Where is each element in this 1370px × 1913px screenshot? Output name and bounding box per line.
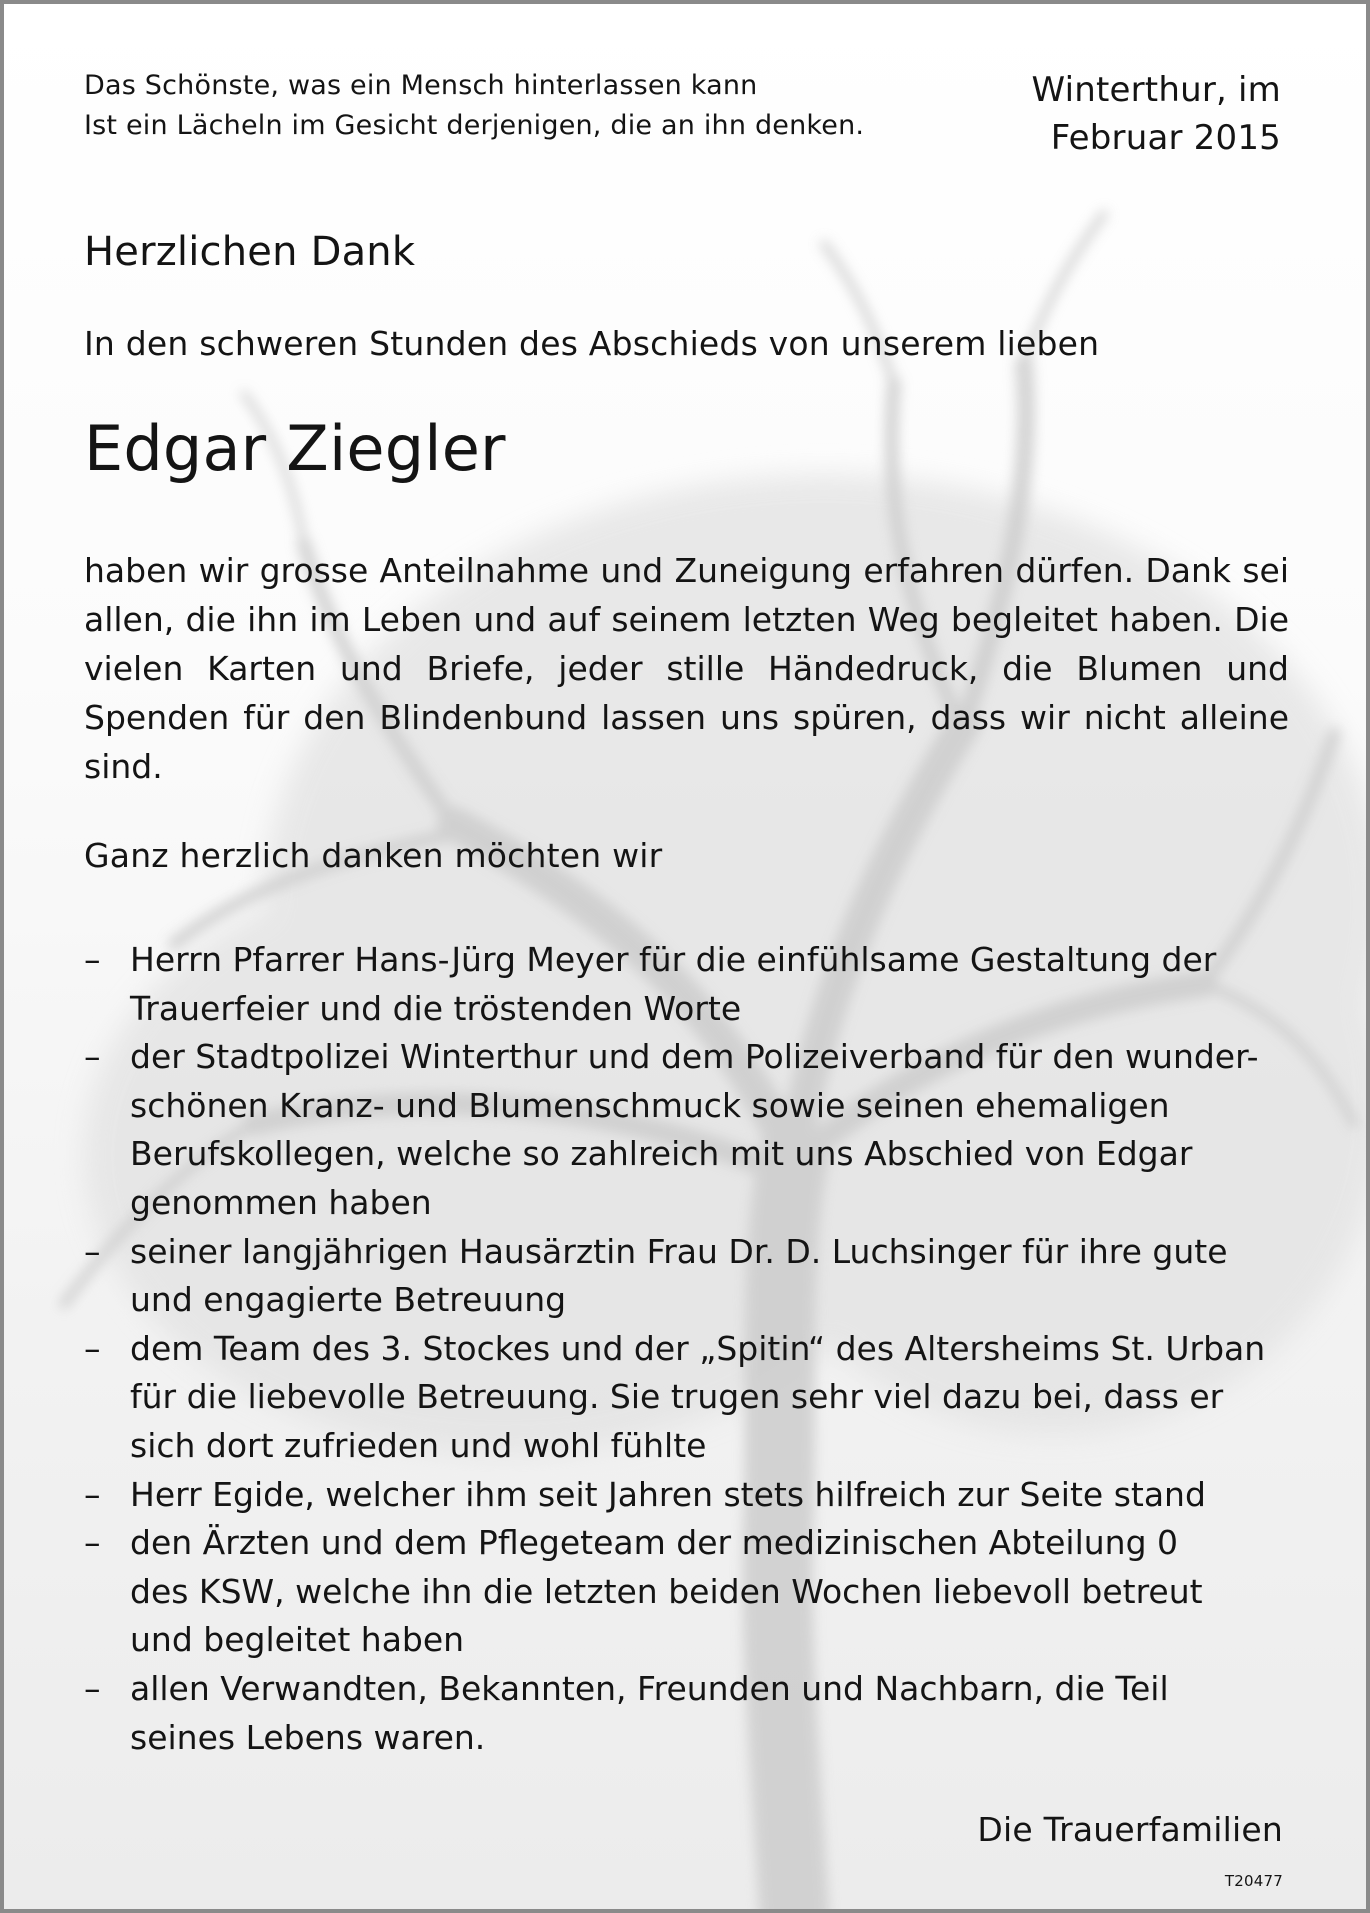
list-item-line: Herr Egide, welcher ihm seit Jahren stets hilfreich zur Seite stand [130, 1474, 1206, 1514]
list-lead: Ganz herzlich danken möchten wir [84, 836, 663, 875]
list-item-line: und begleitet haben [130, 1620, 465, 1660]
list-item [84, 936, 1314, 1033]
list-item [84, 1325, 1314, 1471]
list-item [84, 1033, 1314, 1227]
signature: Die Trauerfamilien [977, 1810, 1283, 1849]
deceased-name: Edgar Ziegler [84, 412, 506, 485]
list-item-line: schönen Kranz- und Blumenschmuck sowie seinen ehemaligen [130, 1085, 1170, 1125]
bullet-dash: – [84, 1037, 101, 1077]
list-item-line: seiner langjährigen Hausärztin Frau Dr. D. Luchsinger für ihre gute [130, 1231, 1228, 1271]
list-item-line: für die liebevolle Betreuung. Sie trugen sehr viel dazu bei, dass er [130, 1377, 1224, 1417]
list-item [84, 1471, 1314, 1520]
list-item-line: sich dort zufrieden und wohl fühlte [130, 1425, 707, 1465]
list-item-line: allen Verwandten, Bekannten, Freunden und Nachbarn, die Teil [130, 1668, 1169, 1708]
bullet-dash: – [84, 1328, 101, 1368]
place-date-line-1: Winterthur, im [1031, 70, 1281, 110]
thanks-paragraph: haben wir grosse Anteilnahme und Zuneigung erfahren dürfen. Dank sei allen, die ihn im Leben und auf seinem letzten Weg begleitet haben. Die vielen Karten und Briefe, jeder stille Händedruck, die Blumen und Spenden für den Blindenbund lassen uns spüren, dass wir nicht alleine sind. [84, 551, 1289, 786]
list-item [84, 1228, 1314, 1325]
list-item-line: des KSW, welche ihn die letzten beiden Wochen liebevoll betreut [130, 1571, 1203, 1611]
bullet-dash: – [84, 1668, 101, 1708]
list-item [84, 1665, 1314, 1762]
bullet-dash: – [84, 940, 101, 979]
list-item-line: seines Lebens waren. [130, 1717, 486, 1757]
list-item-line: Trauerfeier und die tröstenden Worte [130, 988, 742, 1028]
bullet-dash: – [84, 1474, 101, 1514]
motto-line-1: Das Schönste, was ein Mensch hinterlassen kann [84, 70, 758, 101]
list-item [84, 1519, 1314, 1665]
list-item-line: und engagierte Betreuung [130, 1280, 567, 1320]
intro-line: In den schweren Stunden des Abschieds von unserem lieben [84, 324, 1100, 363]
list-item-line: dem Team des 3. Stockes und der „Spitin“ des Altersheims St. Urban [130, 1328, 1266, 1368]
motto-line-2: Ist ein Lächeln im Gesicht derjenigen, die an ihn denken. [84, 110, 865, 141]
thanks-list [84, 936, 1314, 1762]
place-date-line-2: Februar 2015 [1050, 118, 1281, 158]
list-item-line: der Stadtpolizei Winterthur und dem Polizeiverband für den wunder- [130, 1037, 1259, 1077]
place-date [1032, 66, 1281, 162]
bullet-dash: – [84, 1231, 101, 1271]
list-item-line: Herrn Pfarrer Hans-Jürg Meyer für die einfühlsame Gestaltung der [130, 940, 1217, 979]
list-item-line: den Ärzten und dem Pflegeteam der medizinischen Abteilung 0 [130, 1523, 1179, 1563]
motto-quote [84, 66, 864, 146]
bullet-dash: – [84, 1523, 101, 1563]
reference-code: T20477 [1224, 1872, 1283, 1890]
heading: Herzlichen Dank [84, 229, 416, 275]
list-item-line: Berufskollegen, welche so zahlreich mit uns Abschied von Edgar [130, 1134, 1193, 1174]
list-item-line: genommen haben [130, 1182, 432, 1222]
